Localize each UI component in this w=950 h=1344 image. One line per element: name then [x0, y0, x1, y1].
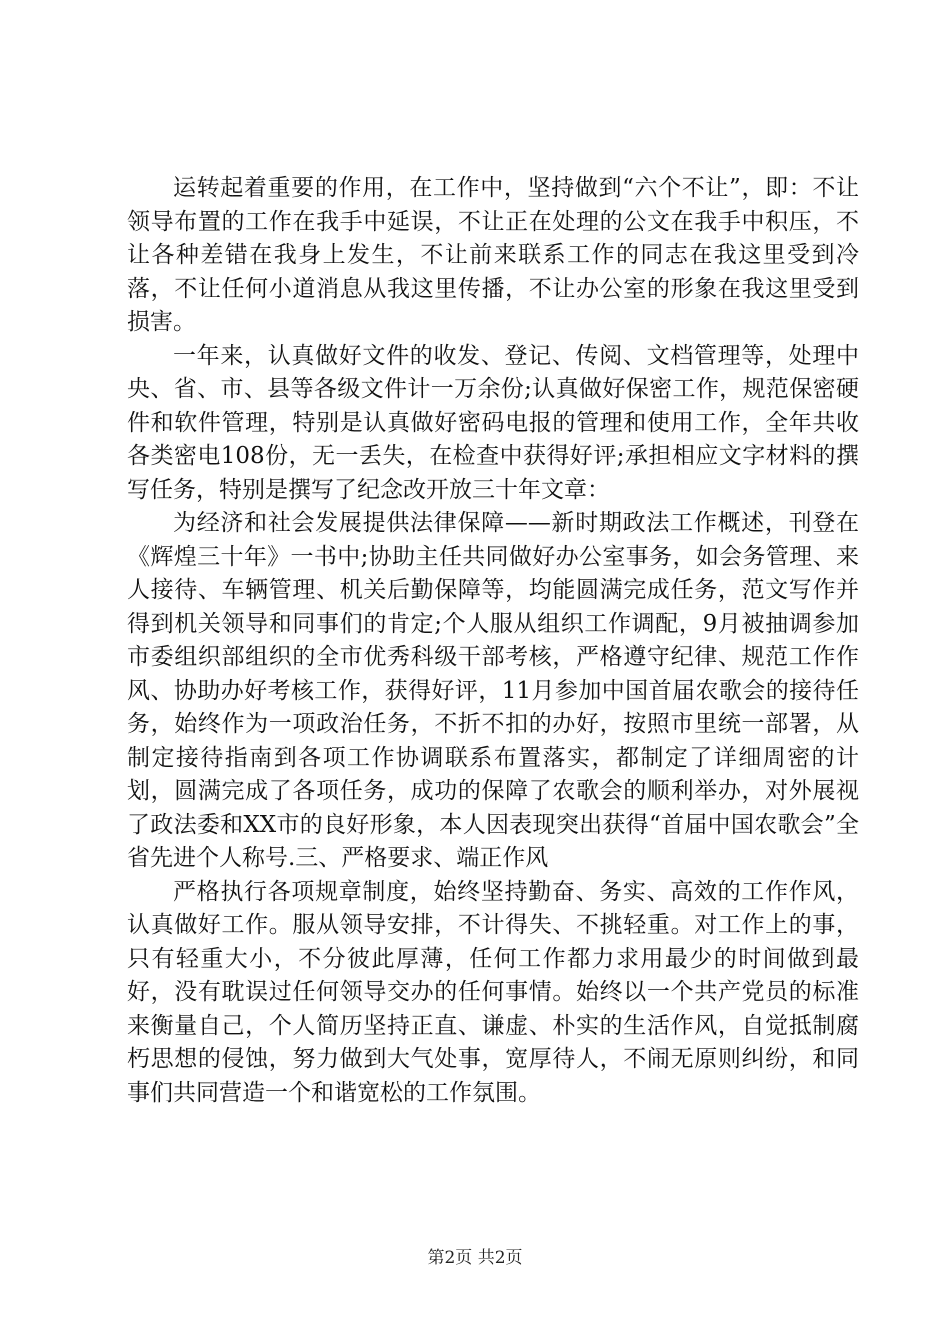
page-footer: 第2页 共2页 — [427, 1248, 523, 1268]
document-body — [127, 172, 859, 1110]
paragraph-3: 为经济和社会发展提供法律保障——新时期政法工作概述，刊登在《辉煌三十年》一书中;协助主任共同做好办公室事务，如会务管理、来人接待、车辆管理、机关后勤保障等，均能圆满完成任务，范文写作并得到机关领导和同事们的肯定;个人服从组织工作调配，9月被抽调参加市委组织部组织的全市优秀科级干部考核，严格遵守纪律、规范工作作风、协助办好考核工作，获得好评，11月参加中国首届农歌会的接待任务，始终作为一项政治任务，不折不扣的办好，按照市里统一部署，从制定接待指南到各项工作协调联系布置落实，都制定了详细周密的计划，圆满完成了各项任务，成功的保障了农歌会的顺利举办，对外展视了政法委和XX市的良好形象，本人因表现突出获得“首届中国农歌会”全省先进个人称号.三、严格要求、端正作风 — [127, 510, 859, 871]
paragraph-4: 严格执行各项规章制度，始终坚持勤奋、务实、高效的工作作风，认真做好工作。服从领导安排，不计得失、不挑轻重。对工作上的事，只有轻重大小，不分彼此厚薄，任何工作都力求用最少的时间做到最好，没有耽误过任何领导交办的任何事情。始终以一个共产党员的标准来衡量自己，个人简历坚持正直、谦虚、朴实的生活作风，自觉抵制腐朽思想的侵蚀，努力做到大气处事，宽厚待人，不闹无原则纠纷，和同事们共同营造一个和谐宽松的工作氛围。 — [127, 878, 859, 1106]
paragraph-2: 一年来，认真做好文件的收发、登记、传阅、文档管理等，处理中央、省、市、县等各级文件计一万余份;认真做好保密工作，规范保密硬件和软件管理，特别是认真做好密码电报的管理和使用工作，全年共收各类密电108份，无一丢失，在检查中获得好评;承担相应文字材料的撰写任务，特别是撰写了纪念改开放三十年文章： — [127, 342, 859, 503]
paragraph-1: 运转起着重要的作用，在工作中，坚持做到“六个不让”，即：不让领导布置的工作在我手中延误，不让正在处理的公文在我手中积压，不让各种差错在我身上发生，不让前来联系工作的同志在我这里受到冷落，不让任何小道消息从我这里传播，不让办公室的形象在我这里受到损害。 — [127, 175, 859, 335]
